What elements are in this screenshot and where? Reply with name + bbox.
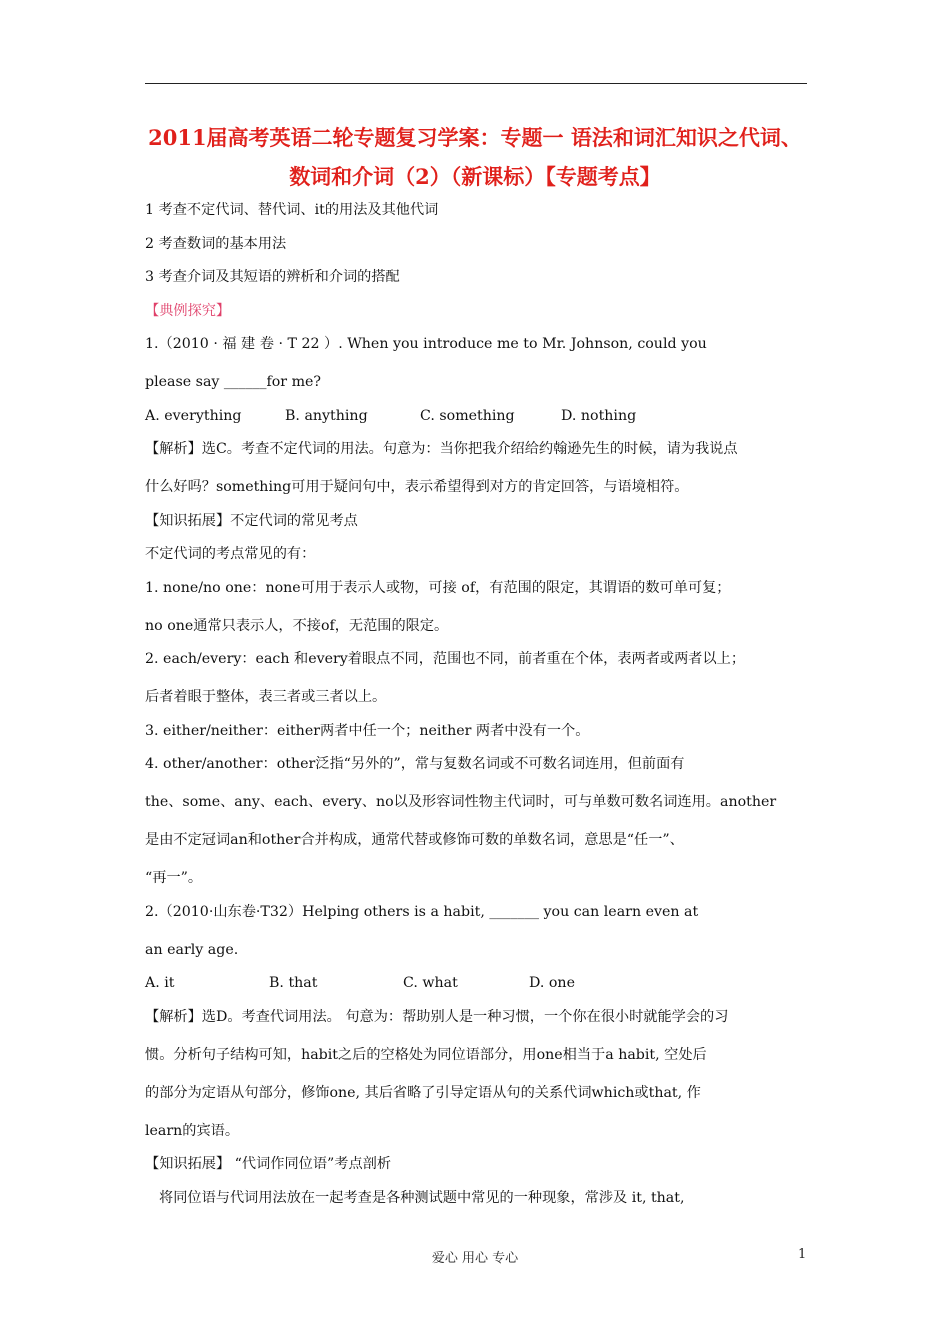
section-label-examples: 【典例探究】 xyxy=(145,302,231,319)
question-2-options xyxy=(145,971,810,995)
analysis-paragraph: 【解析】选D。考查代词用法。 句意为：帮助别人是一种习惯，一个你在很小时就能学会的习 xyxy=(145,1008,729,1025)
question-2-stem-cont: an early age. xyxy=(145,941,239,958)
topic-item: 3 考查介词及其短语的辨析和介词的搭配 xyxy=(145,269,400,285)
question-1-stem: 1.（2010 · 福 建 卷 · T 22 ）. When you introduce me to Mr. Johnson, could you xyxy=(145,336,707,352)
question-2-stem: 2.（2010·山东卷·T32）Helping others is a habit, _______ you can learn even at xyxy=(145,903,699,920)
text-line: 不定代词的考点常见的有： xyxy=(145,546,316,562)
text-line: 将同位语与代词用法放在一起考查是各种测试题中常见的一种现象，常涉及 it, that, xyxy=(159,1189,685,1206)
option-d: D. one xyxy=(529,975,575,991)
page-number: 1 xyxy=(798,1247,807,1262)
option-a: A. everything xyxy=(145,407,242,424)
document-title xyxy=(130,118,820,196)
text-line: 后者着眼于整体，表三者或三者以上。 xyxy=(145,689,387,705)
text-line: “再一”。 xyxy=(145,870,203,886)
topic-item: 1 考查不定代词、替代词、it的用法及其他代词 xyxy=(145,202,439,218)
option-b: B. that xyxy=(269,975,318,991)
option-a: A. it xyxy=(145,975,175,991)
knowledge-heading: 【知识拓展】不定代词的常见考点 xyxy=(145,512,358,529)
title-line-1: 2011届高考英语二轮专题复习学案：专题一 语法和词汇知识之代词、 xyxy=(148,125,802,150)
option-c: C. something xyxy=(420,407,515,424)
question-1-options xyxy=(145,404,810,428)
text-line: 2. each/every：each 和every着眼点不同，范围也不同，前者重在个体，表两者或两者以上； xyxy=(145,651,746,667)
option-c: C. what xyxy=(403,975,458,991)
analysis-paragraph: learn的宾语。 xyxy=(145,1122,240,1139)
text-line: 1. none/no one：none可用于表示人或物，可接 of，有范围的限定，其谓语的数可单可复； xyxy=(145,579,731,596)
text-line: 3. either/neither：either两者中任一个；neither 两者中没有一个。 xyxy=(145,722,590,739)
text-line: 4. other/another：other泛指“另外的”，常与复数名词或不可数名词连用，但前面有 xyxy=(145,756,685,772)
analysis-paragraph: 什么好吗？something可用于疑问句中，表示希望得到对方的肯定回答，与语境相符。 xyxy=(145,479,689,495)
topic-item: 2 考查数词的基本用法 xyxy=(145,235,287,252)
text-line: the、some、any、each、every、no以及形容词性物主代词时，可与单数可数名词连用。another xyxy=(145,794,777,810)
knowledge-heading: 【知识拓展】 “代词作同位语”考点剖析 xyxy=(145,1156,392,1172)
text-line: 是由不定冠词an和other合并构成，通常代替或修饰可数的单数名词，意思是“任一”、 xyxy=(145,832,684,848)
analysis-paragraph: 惯。分析句子结构可知，habit之后的空格处为同位语部分，用one相当于a habit, 空处后 xyxy=(145,1046,707,1063)
document-body xyxy=(145,198,810,1210)
option-d: D. nothing xyxy=(561,407,637,424)
analysis-paragraph: 【解析】选C。考查不定代词的用法。句意为：当你把我介绍给约翰逊先生的时候，请为我说点 xyxy=(145,441,738,457)
analysis-paragraph: 的部分为定语从句部分，修饰one, 其后省略了引导定语从句的关系代词which或that, 作 xyxy=(145,1084,701,1101)
title-line-2: 数词和介词（2）（新课标）【专题考点】 xyxy=(289,164,661,189)
footer-motto: 爱心 用心 专心 xyxy=(431,1251,519,1266)
option-b: B. anything xyxy=(285,407,368,424)
header-rule xyxy=(145,83,807,84)
text-line: no one通常只表示人，不接of，无范围的限定。 xyxy=(145,617,449,634)
question-1-stem-cont: please say ______for me? xyxy=(145,374,322,390)
